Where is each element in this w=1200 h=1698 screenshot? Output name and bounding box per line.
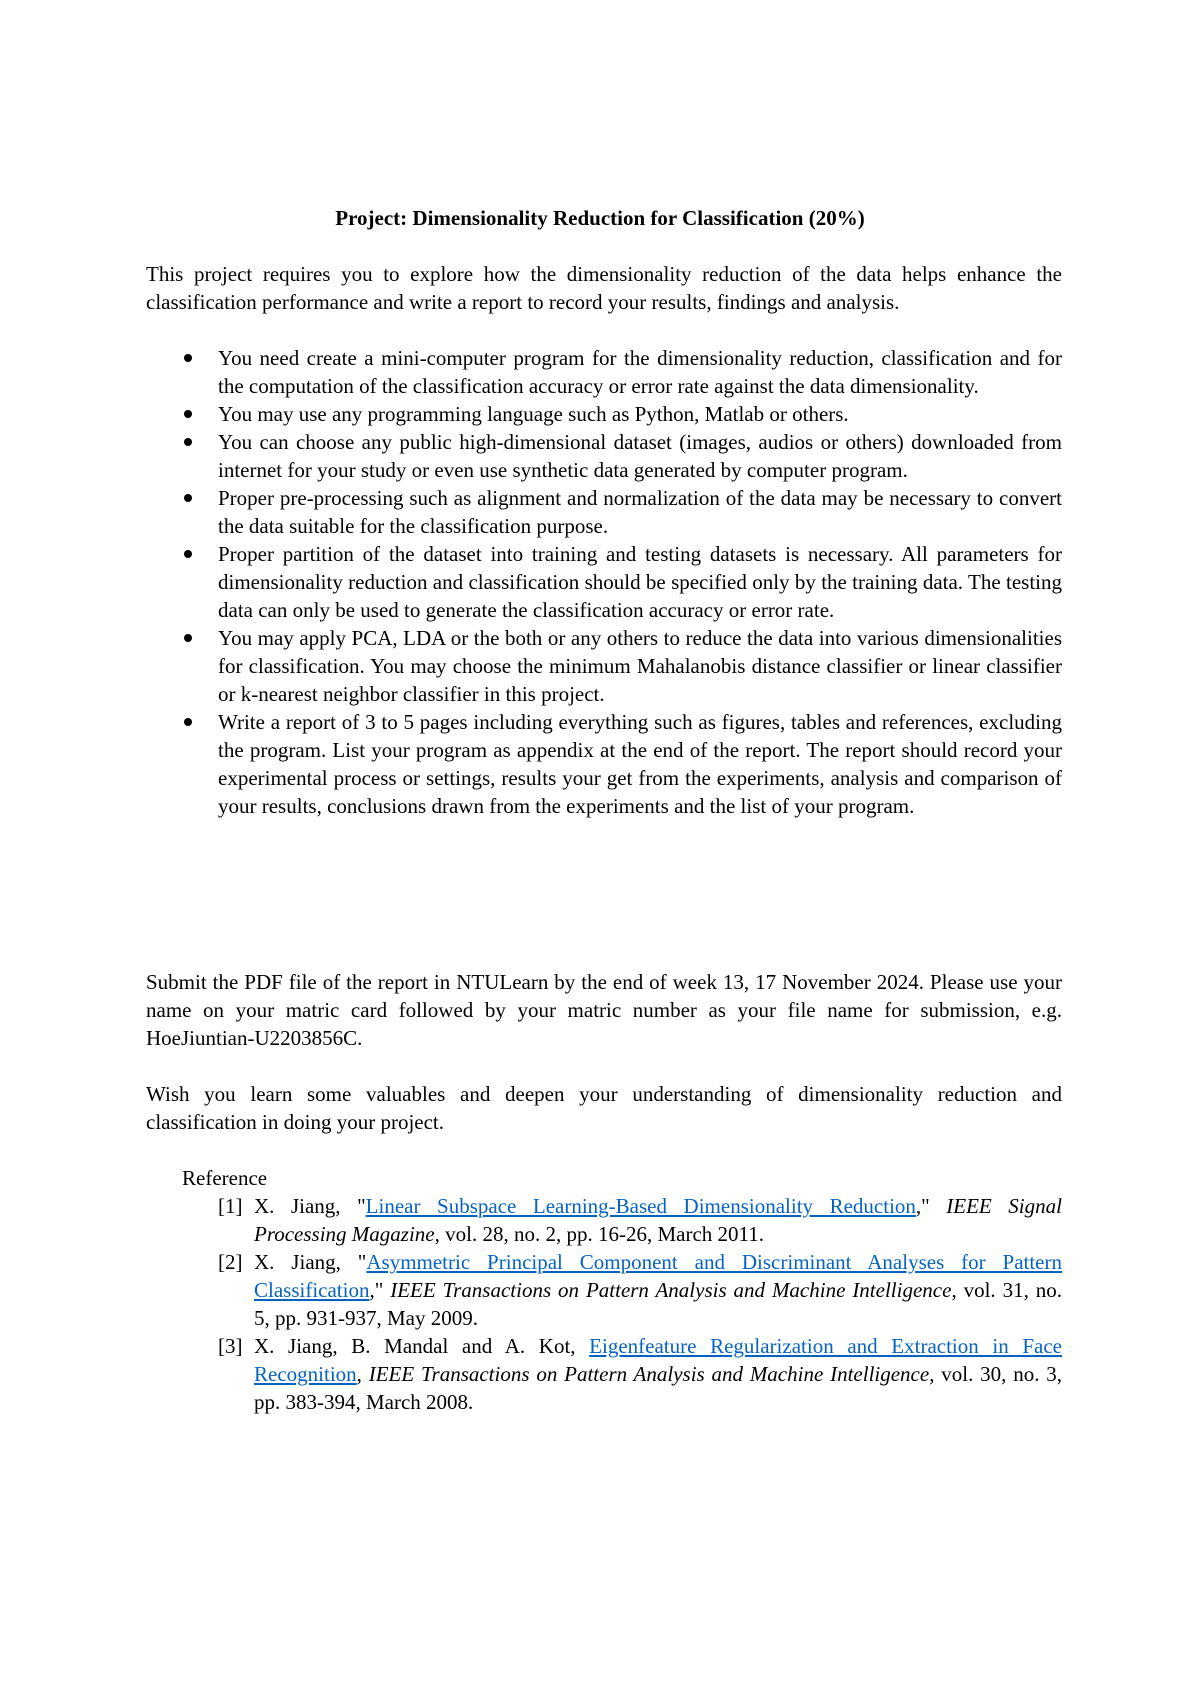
list-item: You may apply PCA, LDA or the both or any others to reduce the data into various dimensionalities for classification. You may choose the minimum Mahalanobis distance classifier or linear classifier or k-nearest neighbor classifier in this project.: [146, 624, 1062, 708]
bullet-icon: [184, 354, 192, 362]
reference-number: [3]: [218, 1334, 243, 1358]
bullet-icon: [184, 438, 192, 446]
reference-link[interactable]: Linear Subspace Learning-Based Dimensionality Reduction: [365, 1194, 916, 1218]
reference-item: [2] X. Jiang, "Asymmetric Principal Component and Discriminant Analyses for Pattern Classification," IEEE Transactions on Pattern Analysis and Machine Intelligence, vol. 31, no. 5, pp. 931-937, May 2009.: [218, 1250, 1062, 1330]
list-item: Proper partition of the dataset into training and testing datasets is necessary. All parameters for dimensionality reduction and classification should be specified only by the training data. The testing data can only be used to generate the classification accuracy or error rate.: [146, 540, 1062, 624]
reference-list: [218, 1192, 1062, 1416]
reference-number: [2]: [218, 1250, 243, 1274]
reference-venue: IEEE Transactions on Pattern Analysis and Machine Intelligence: [368, 1362, 930, 1386]
page-title: Project: Dimensionality Reduction for Classification (20%): [335, 206, 865, 230]
bullet-icon: [184, 494, 192, 502]
list-item: You may use any programming language such as Python, Matlab or others.: [146, 400, 1062, 428]
list-item: Proper pre-processing such as alignment and normalization of the data may be necessary to convert the data suitable for the classification purpose.: [146, 484, 1062, 540]
reference-number: [1]: [218, 1194, 243, 1218]
list-item: You can choose any public high-dimensional dataset (images, audios or others) downloaded from internet for your study or even use synthetic data generated by computer program.: [146, 428, 1062, 484]
reference-link[interactable]: Eigenfeature Regularization and Extraction in Face Recognition: [254, 1334, 1062, 1386]
reference-item: [3] X. Jiang, B. Mandal and A. Kot, Eigenfeature Regularization and Extraction in Face Recognition, IEEE Transactions on Pattern Analysis and Machine Intelligence, vol. 30, no. 3, pp. 383-394, March 2008.: [218, 1334, 1063, 1414]
list-item: You need create a mini-computer program for the dimensionality reduction, classification and for the computation of the classification accuracy or error rate against the data dimensionality.: [146, 344, 1062, 400]
submission-paragraph: Submit the PDF file of the report in NTULearn by the end of week 13, 17 November 2024. Please use your name on your matric card followed by your matric number as your file name for submission, e.g. HoeJiuntian-U2203856C.: [146, 970, 1062, 1050]
bullet-icon: [184, 550, 192, 558]
reference-heading: Reference: [182, 1166, 268, 1190]
bullet-icon: [184, 718, 192, 726]
reference-item: [1] X. Jiang, "Linear Subspace Learning-Based Dimensionality Reduction," IEEE Signal Processing Magazine, vol. 28, no. 2, pp. 16-26, March 2011.: [218, 1194, 1062, 1246]
reference-venue: IEEE Transactions on Pattern Analysis and Machine Intelligence: [390, 1278, 952, 1302]
reference-link[interactable]: Asymmetric Principal Component and Discriminant Analyses for Pattern Classification: [254, 1250, 1062, 1302]
bullet-icon: [184, 634, 192, 642]
requirements-list: [146, 344, 1062, 820]
bullet-icon: [184, 410, 192, 418]
reference-venue: IEEE Signal Processing Magazine: [254, 1194, 1062, 1246]
closing-paragraph: Wish you learn some valuables and deepen your understanding of dimensionality reduction and classification in doing your project.: [146, 1082, 1062, 1134]
intro-paragraph: This project requires you to explore how the dimensionality reduction of the data helps enhance the classification performance and write a report to record your results, findings and analysis.: [146, 262, 1062, 314]
list-item: Write a report of 3 to 5 pages including everything such as figures, tables and references, excluding the program. List your program as appendix at the end of the report. The report should record your experimental process or settings, results your get from the experiments, analysis and comparison of your results, conclusions drawn from the experiments and the list of your program.: [146, 708, 1062, 820]
